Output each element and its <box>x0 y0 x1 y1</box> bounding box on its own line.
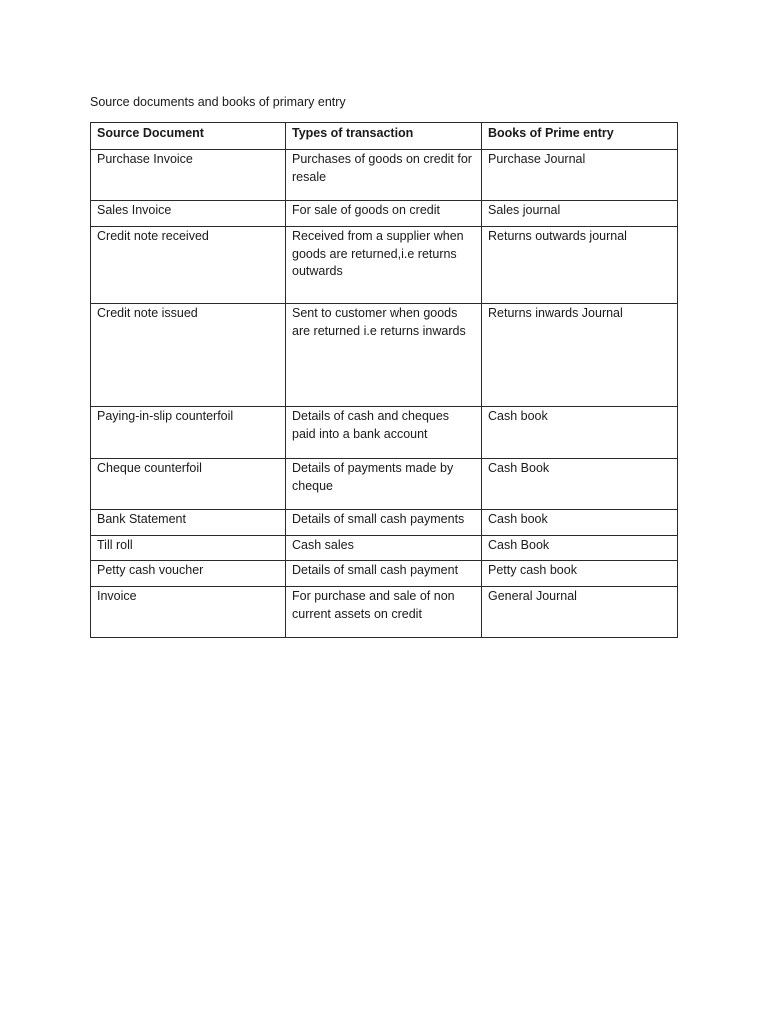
table-header-row <box>91 123 678 150</box>
transaction-type-cell: Details of payments made by cheque <box>286 459 482 510</box>
source-document-cell: Credit note issued <box>91 304 286 407</box>
source-document-cell: Paying-in-slip counterfoil <box>91 407 286 459</box>
table-row <box>91 536 678 561</box>
transaction-type-cell: Cash sales <box>286 536 482 561</box>
source-document-cell: Petty cash voucher <box>91 561 286 587</box>
source-document-cell: Till roll <box>91 536 286 561</box>
transaction-type-cell: Details of cash and cheques paid into a bank account <box>286 407 482 459</box>
prime-entry-book-cell: Returns outwards journal <box>482 227 678 304</box>
prime-entry-book-cell: Sales journal <box>482 201 678 227</box>
header-types-of-transaction: Types of transaction <box>286 123 482 150</box>
source-document-cell: Purchase Invoice <box>91 150 286 201</box>
page-title: Source documents and books of primary entry <box>90 95 346 109</box>
transaction-type-cell: Received from a supplier when goods are returned,i.e returns outwards <box>286 227 482 304</box>
source-documents-table <box>90 122 678 638</box>
source-document-cell: Credit note received <box>91 227 286 304</box>
prime-entry-book-cell: Petty cash book <box>482 561 678 587</box>
source-document-cell: Sales Invoice <box>91 201 286 227</box>
prime-entry-book-cell: Returns inwards Journal <box>482 304 678 407</box>
source-document-cell: Cheque counterfoil <box>91 459 286 510</box>
table-row <box>91 201 678 227</box>
transaction-type-cell: For purchase and sale of non current assets on credit <box>286 587 482 638</box>
transaction-type-cell: For sale of goods on credit <box>286 201 482 227</box>
table-row <box>91 407 678 459</box>
prime-entry-book-cell: Cash book <box>482 510 678 536</box>
prime-entry-book-cell: Cash book <box>482 407 678 459</box>
transaction-type-cell: Details of small cash payments <box>286 510 482 536</box>
prime-entry-book-cell: General Journal <box>482 587 678 638</box>
table-row <box>91 561 678 587</box>
table-row <box>91 510 678 536</box>
table-row <box>91 587 678 638</box>
header-source-document: Source Document <box>91 123 286 150</box>
prime-entry-book-cell: Cash Book <box>482 459 678 510</box>
transaction-type-cell: Sent to customer when goods are returned i.e returns inwards <box>286 304 482 407</box>
transaction-type-cell: Purchases of goods on credit for resale <box>286 150 482 201</box>
table-row <box>91 227 678 304</box>
table-row <box>91 459 678 510</box>
table-row <box>91 150 678 201</box>
source-document-cell: Invoice <box>91 587 286 638</box>
header-books-of-prime-entry: Books of Prime entry <box>482 123 678 150</box>
transaction-type-cell: Details of small cash payment <box>286 561 482 587</box>
source-document-cell: Bank Statement <box>91 510 286 536</box>
prime-entry-book-cell: Purchase Journal <box>482 150 678 201</box>
table-row <box>91 304 678 407</box>
prime-entry-book-cell: Cash Book <box>482 536 678 561</box>
